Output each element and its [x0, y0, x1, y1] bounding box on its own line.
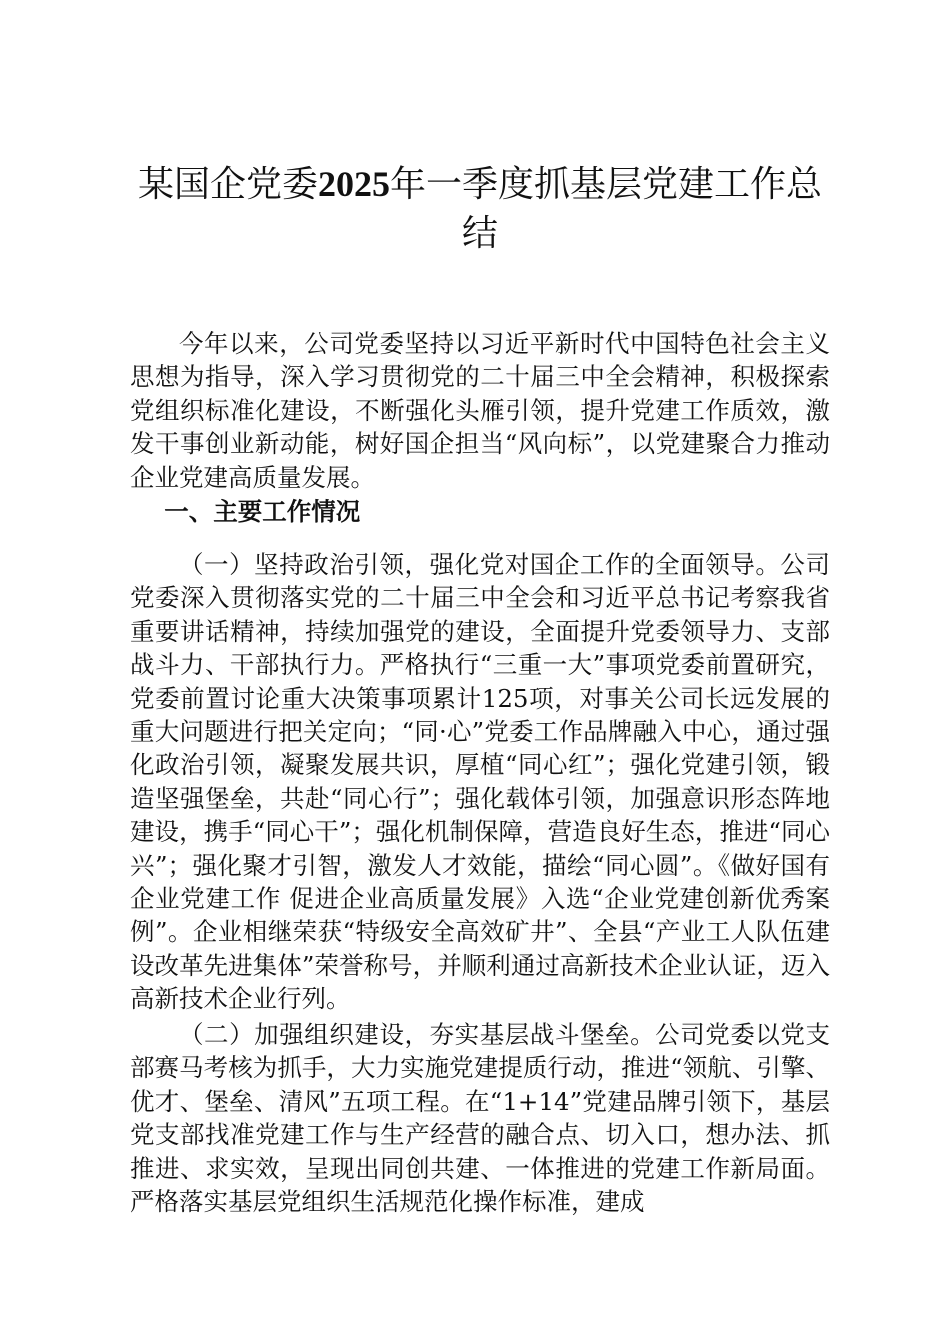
section-heading: 一、主要工作情况: [164, 497, 361, 526]
document-title: [130, 160, 830, 258]
title-part-1: 某国企党委: [137, 164, 318, 205]
title-year: 2025: [318, 164, 390, 204]
intro-paragraph: 今年以来，公司党委坚持以习近平新时代中国特色社会主义思想为指导，深入学习贯彻党的二十届三中全会精神，积极探索党组织标准化建设，不断强化头雁引领，提升党建工作质效，激发干事创业新动能，树好国企担当“风向标”，以党建聚合力推动企业党建高质量发展。: [130, 329, 830, 492]
title-part-2: 年一季度抓基层党建工作总结: [390, 164, 823, 254]
body-paragraph-2: （二）加强组织建设，夯实基层战斗堡垒。公司党委以党支部赛马考核为抓手，大力实施党建提质行动，推进“领航、引擎、优才、堡垒、清风”五项工程。在“1+14”党建品牌引领下，基层党支部找准党建工作与生产经营的融合点、切入口，想办法、抓推进、求实效，呈现出同创共建、一体推进的党建工作新局面。严格落实基层党组织生活规范化操作标准，建成: [130, 1020, 830, 1217]
body-paragraph-1: （一）坚持政治引领，强化党对国企工作的全面领导。公司党委深入贯彻落实党的二十届三中全会和习近平总书记考察我省重要讲话精神，持续加强党的建设，全面提升党委领导力、支部战斗力、干部执行力。严格执行“三重一大”事项党委前置研究，党委前置讨论重大决策事项累计125项，对事关公司长远发展的重大问题进行把关定向；“同·心”党委工作品牌融入中心，通过强化政治引领，凝聚发展共识，厚植“同心红”；强化党建引领，锻造坚强堡垒，共赴“同心行”；强化载体引领，加强意识形态阵地建设，携手“同心干”；强化机制保障，营造良好生态，推进“同心兴”；强化聚才引智，激发人才效能，描绘“同心圆”。《做好国有企业党建工作 促进企业高质量发展》入选“企业党建创新优秀案例”。企业相继荣获“特级安全高效矿井”、全县“产业工人队伍建设改革先进集体”荣誉称号，并顺利通过高新技术企业认证，迈入高新技术企业行列。: [130, 550, 830, 1014]
